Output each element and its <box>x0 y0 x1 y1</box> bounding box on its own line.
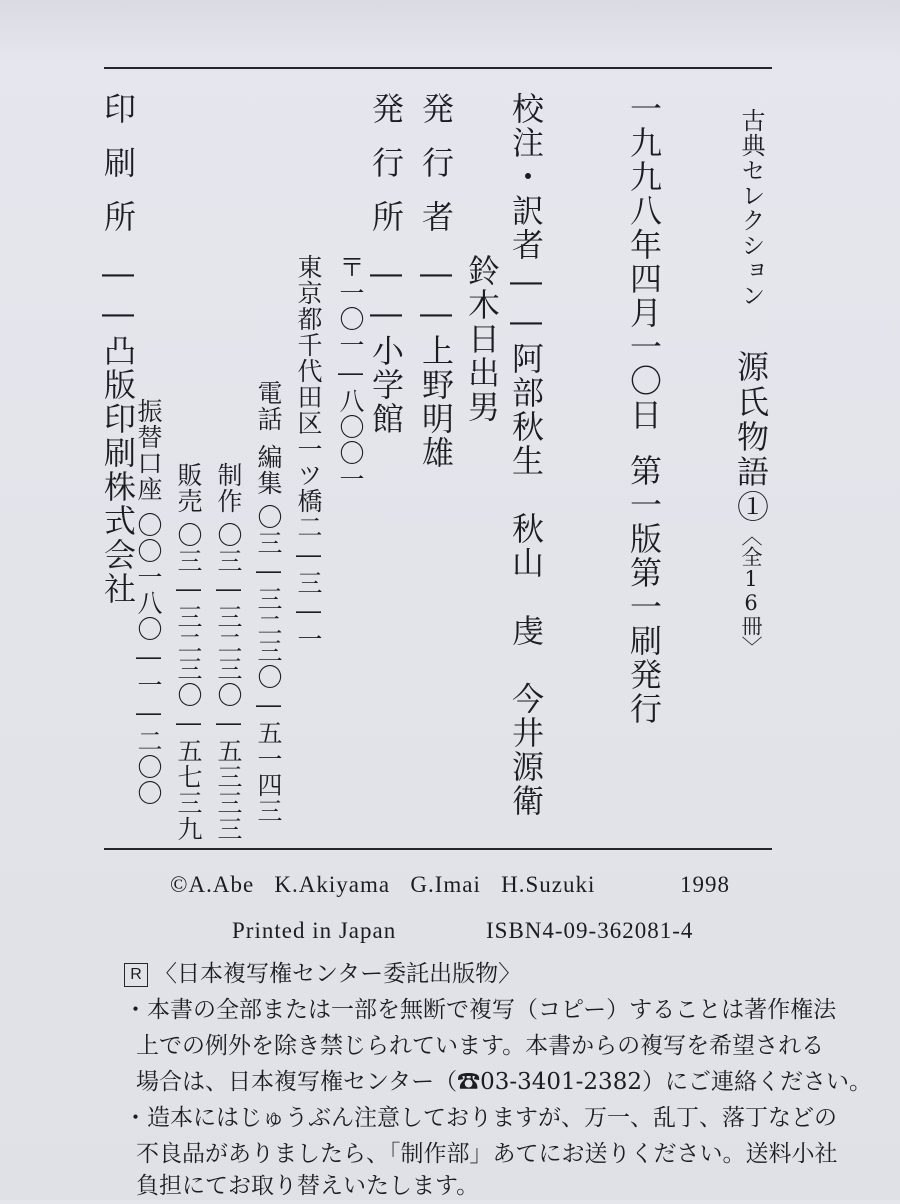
isbn: ISBN4-09-362081-4 <box>486 918 694 943</box>
phone-number-sales: 〇三―三二三〇―五七三九 <box>174 522 203 842</box>
editor-name-suzuki: 鈴木日出男 <box>463 254 501 424</box>
phone-label: 電話 <box>254 380 283 432</box>
phone-dept-production: 制作 <box>214 462 243 514</box>
top-rule <box>104 67 772 69</box>
printer-column: 印刷所――凸版印刷株式会社 <box>99 92 137 606</box>
bleed-through-shadow <box>0 0 900 60</box>
postal-code-column <box>336 254 364 694</box>
transfer-account-column <box>134 398 162 818</box>
editors-names: 阿部秋生 秋山 虔 今井源衛 <box>507 342 545 818</box>
publishing-house-column: 発行所――小学館 <box>367 92 405 436</box>
publishing-house-name: 小学館 <box>367 334 405 436</box>
series-title-column <box>733 108 769 828</box>
copyright-abe: ©A.Abe <box>170 872 255 897</box>
postal-code: 〒一〇一―八〇〇一 <box>336 254 365 492</box>
editors-label: 校注・訳者 <box>507 92 545 262</box>
r-mark-icon: R <box>124 963 148 987</box>
transfer-label: 振替口座 <box>134 398 163 502</box>
copyright-line <box>170 872 730 898</box>
copyright-imai: G.Imai <box>410 872 481 897</box>
transfer-number: 〇〇一八〇―一―二〇〇 <box>134 512 163 806</box>
phone-number-edit: 〇三―三二三〇―五一四三 <box>254 504 283 824</box>
copyright-year: 1998 <box>680 872 730 897</box>
book-title: 源氏物語① <box>732 350 770 525</box>
editors-column: 校注・訳者――阿部秋生 秋山 虔 今井源衛 <box>507 92 545 818</box>
volume-count: 〈全16冊〉 <box>739 525 763 657</box>
publisher-person-column: 発行者――上野明雄 <box>417 92 455 470</box>
series-name: 古典セレクション <box>737 108 765 308</box>
notice-line-4: ・造本にはじゅうぶん注意しておりますが、万一、乱丁、落丁などの <box>124 1105 837 1131</box>
publisher-label: 発行者 <box>417 92 455 254</box>
printer-label: 印刷所 <box>99 92 137 254</box>
phone-production-column <box>214 462 242 842</box>
bottom-rule <box>104 848 772 850</box>
phone-sales-column <box>174 462 202 842</box>
notice-line-2: 上での例外を除き禁じられています。本書からの複写を希望される <box>136 1033 825 1059</box>
phone-number-production: 〇三―三二三〇―五三三三 <box>214 522 243 842</box>
copyright-suzuki: H.Suzuki <box>501 872 596 897</box>
address-column <box>294 254 322 694</box>
notice-line-1: ・本書の全部または一部を無断で複写（コピー）することは著作権法 <box>124 997 837 1023</box>
printer-name: 凸版印刷株式会社 <box>99 334 137 606</box>
edition-column <box>626 92 662 812</box>
printed-in-japan: Printed in Japan <box>232 918 397 943</box>
address: 東京都千代田区一ツ橋二―三―一 <box>294 254 323 652</box>
notice-line-5: 不良品がありましたら、「制作部」あてにお送りください。送料小社 <box>136 1141 838 1167</box>
copyright-akiyama: K.Akiyama <box>274 872 391 897</box>
notice-line-6: 負担にてお取り替えいたします。 <box>136 1173 480 1199</box>
phone-dept-sales: 販売 <box>174 462 203 514</box>
phone-dept-edit: 編集 <box>254 444 283 496</box>
publisher-name: 上野明雄 <box>417 334 455 470</box>
publishing-house-label: 発行所 <box>367 92 405 254</box>
notice-header: 〈日本複写権センター委託出版物〉 <box>154 961 522 987</box>
editors-column-2 <box>464 254 500 694</box>
edition-date: 一九九八年四月一〇日 <box>625 92 663 432</box>
edition-label: 第一版第一刷発行 <box>625 454 663 726</box>
phone-edit-column <box>254 380 282 840</box>
notice-header-line <box>124 956 521 992</box>
notice-line-3: 場合は、日本複写権センター（☎03-3401-2382）にご連絡ください。 <box>136 1069 872 1095</box>
